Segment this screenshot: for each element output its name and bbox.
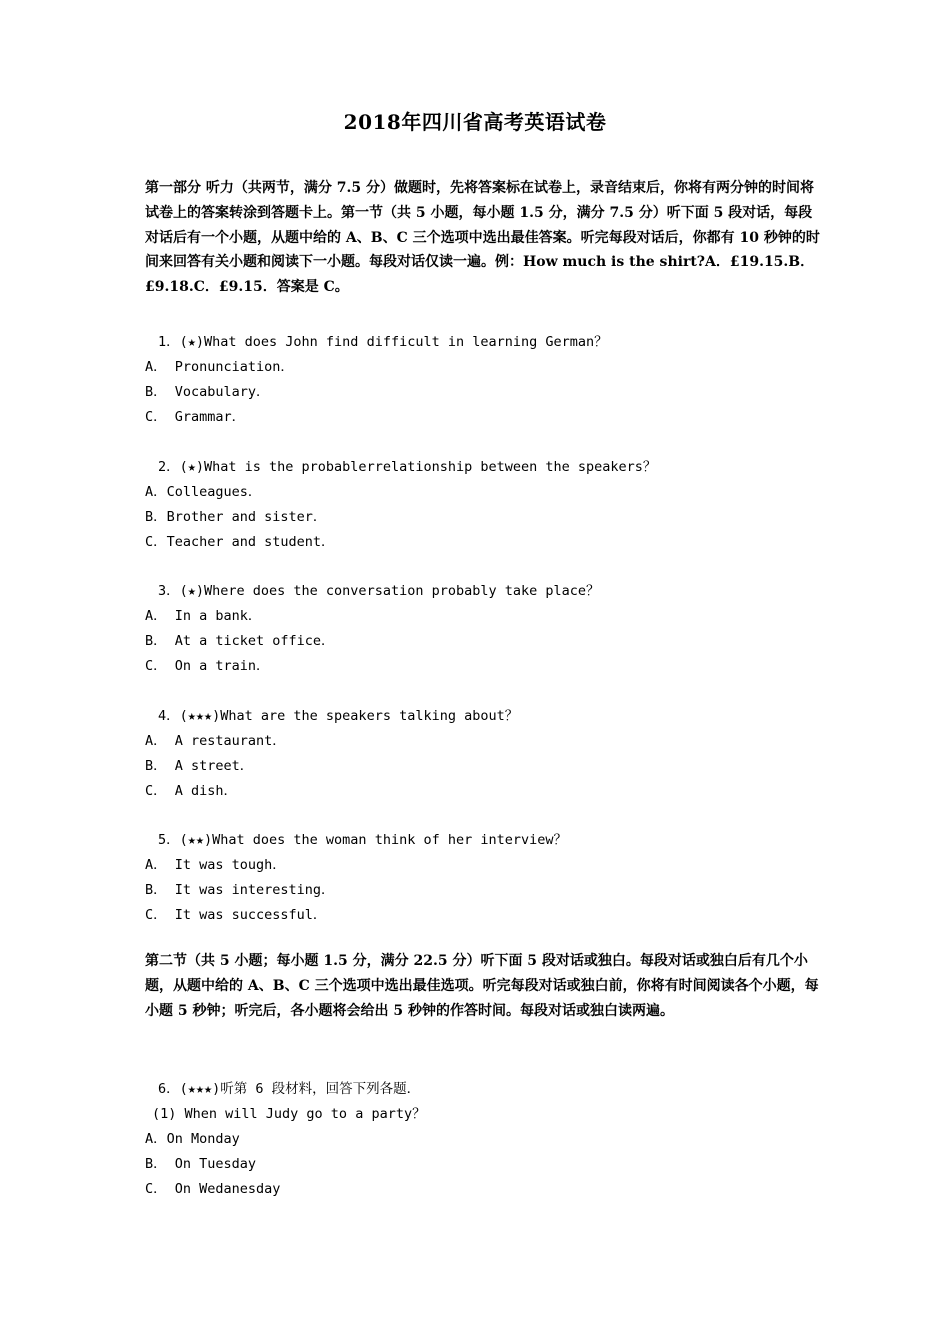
question-6-option-c: C． On Wedanesday (145, 1181, 281, 1197)
section2-instructions: 第二节（共 5 小题；每小题 1.5 分，满分 22.5 分）听下面 5 段对话或独白。每段对话或独白后有几个小题，从题中给的 A、B、C 三个选项中选出最佳选项。听完每段对话或独白前，你将有时间阅读各个小题，每小题 5 秒钟；听完后，各小题将会给出 5 秒钟的作答时间。每段对话或独白读两遍。 (145, 953, 819, 1019)
question-6-sub-1-stem: (1) When will Judy go to a party？ (152, 1106, 426, 1122)
question-2-option-b: B．Brother and sister． (145, 509, 327, 525)
question-5-option-b: B． It was interesting． (145, 882, 335, 898)
question-2-option-a: A．Colleagues． (145, 484, 262, 500)
part1-instructions: 第一部分 听力（共两节，满分 7.5 分）做题时，先将答案标在试卷上，录音结束后，你将有两分钟的时间将试卷上的答案转涂到答题卡上。第一节（共 5 小题，每小题 1.5 分，满分 7.5 分）听下面 5 段对话，每段对话后有一个小题，从题中给的 A、B、C 三个选项中选出最佳答案。听完每段对话后，你都有 10 秒钟的时间来回答有关小题和阅读下一小题。每段对话仅读一遍。例：How much is the shirt?A．£19.15.B．£9.18.C．£9.15．答案是 C。 (145, 180, 820, 296)
question-2-option-c: C．Teacher and student． (145, 534, 335, 550)
question-1-option-a: A． Pronunciation． (145, 359, 294, 375)
question-4-option-c: C． A dish． (145, 783, 238, 799)
question-6-option-a: A．On Monday (145, 1131, 240, 1147)
question-5-option-a: A． It was tough． (145, 857, 286, 873)
question-3-option-c: C． On a train． (145, 658, 270, 674)
question-6-stem: 6．(★★★)听第 6 段材料，回答下列各题． (158, 1081, 421, 1097)
question-4-option-a: A． A restaurant． (145, 733, 286, 749)
question-4-stem: 4．(★★★)What are the speakers talking about？ (158, 708, 519, 724)
page-title: 2018年四川省高考英语试卷 (343, 110, 607, 134)
question-1-option-b: B． Vocabulary． (145, 384, 270, 400)
question-2-stem: 2．(★)What is the probablerrelationship between the speakers？ (158, 459, 657, 475)
question-5-stem: 5．(★★)What does the woman think of her interview？ (158, 832, 568, 848)
question-3-option-b: B． At a ticket office． (145, 633, 335, 649)
question-5-option-c: C． It was successful． (145, 907, 327, 923)
question-3-option-a: A． In a bank． (145, 608, 262, 624)
question-1-stem: 1．(★)What does John find difficult in learning German？ (158, 334, 608, 350)
question-1-option-c: C． Grammar． (145, 409, 246, 425)
question-6-option-b: B． On Tuesday (145, 1156, 257, 1172)
question-4-option-b: B． A street． (145, 758, 254, 774)
question-3-stem: 3．(★)Where does the conversation probably take place？ (158, 583, 600, 599)
